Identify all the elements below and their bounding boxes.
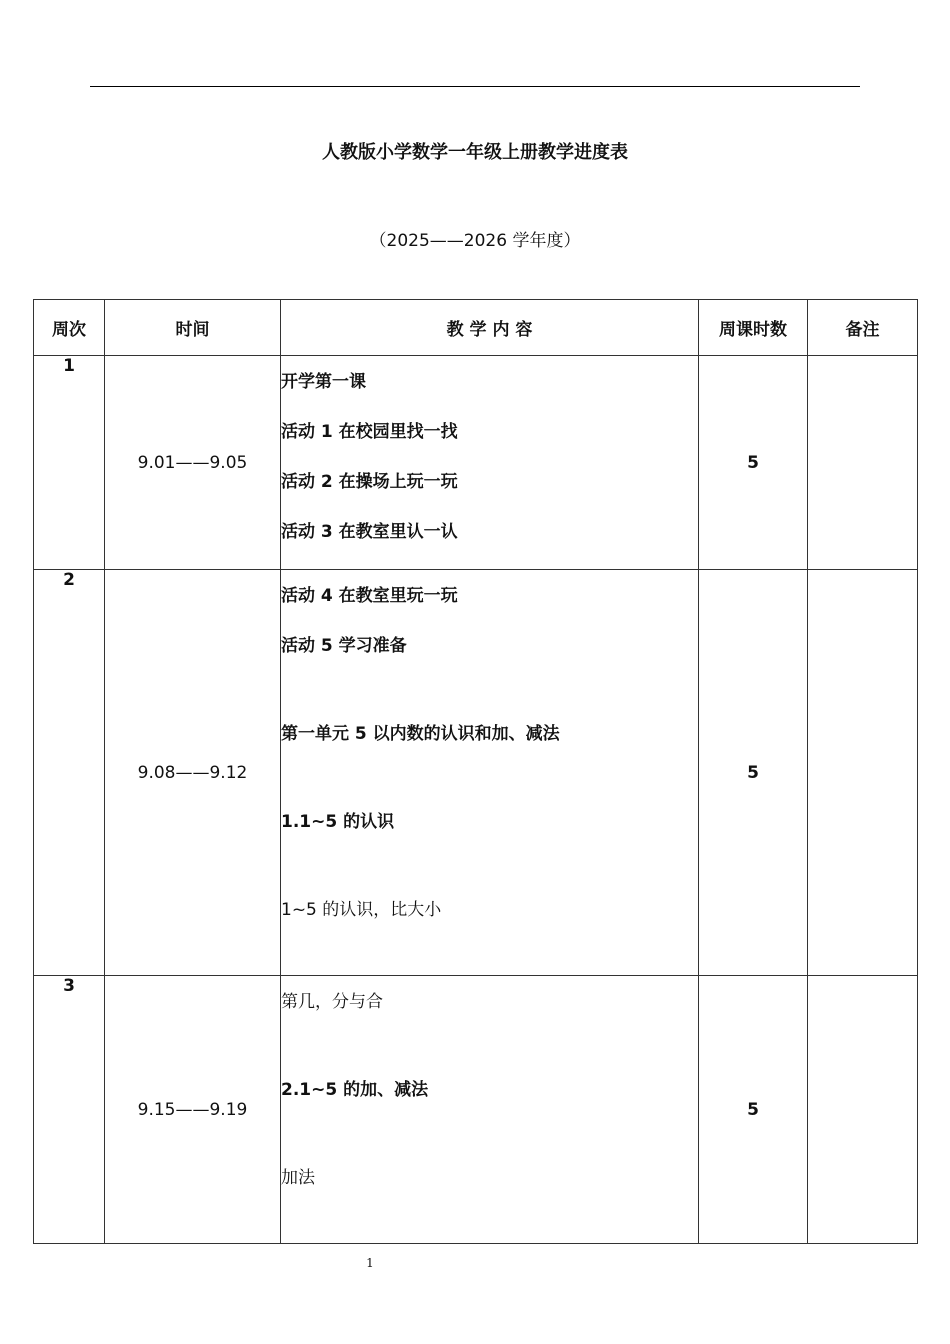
header-rule [90,86,860,87]
week-cell: 3 [34,976,105,1244]
hours-cell: 5 [699,570,808,976]
content-line: 1~5 的认识，比大小 [281,900,442,920]
content-cell [281,976,699,1244]
section-heading: 2.1~5 的加、减法 [281,1080,429,1100]
week-cell: 2 [34,570,105,976]
page-subtitle: （2025——2026 学年度） [369,231,581,251]
unit-heading: 第一单元 5 以内数的认识和加、减法 [281,724,560,744]
content-line: 活动 1 在校园里找一找 [281,422,458,442]
table-row [34,976,918,1244]
notes-cell [808,356,918,570]
table-row [34,570,918,976]
page-title: 人教版小学数学一年级上册教学进度表 [322,142,628,163]
header-week: 周次 [34,300,105,356]
week-cell: 1 [34,356,105,570]
content-line: 活动 4 在教室里玩一玩 [281,586,458,606]
section-heading: 1.1~5 的认识 [281,812,395,832]
notes-cell [808,976,918,1244]
content-line: 活动 3 在教室里认一认 [281,522,458,542]
content-line: 活动 2 在操场上玩一玩 [281,472,458,492]
content-cell [281,356,699,570]
date-cell: 9.15——9.19 [105,976,281,1244]
table-header-row [34,300,918,356]
schedule-table [33,299,918,1244]
content-cell [281,570,699,976]
header-content: 教 学 内 容 [281,300,699,356]
notes-cell [808,570,918,976]
header-notes: 备注 [808,300,918,356]
content-line: 第几，分与合 [281,992,383,1012]
content-line: 开学第一课 [281,372,366,392]
content-line: 活动 5 学习准备 [281,636,407,656]
content-line: 加法 [281,1168,315,1188]
header-hours: 周课时数 [699,300,808,356]
date-cell: 9.01——9.05 [105,356,281,570]
hours-cell: 5 [699,356,808,570]
table-row [34,356,918,570]
page-number: 1 [366,1256,374,1270]
hours-cell: 5 [699,976,808,1244]
date-cell: 9.08——9.12 [105,570,281,976]
header-date: 时间 [105,300,281,356]
